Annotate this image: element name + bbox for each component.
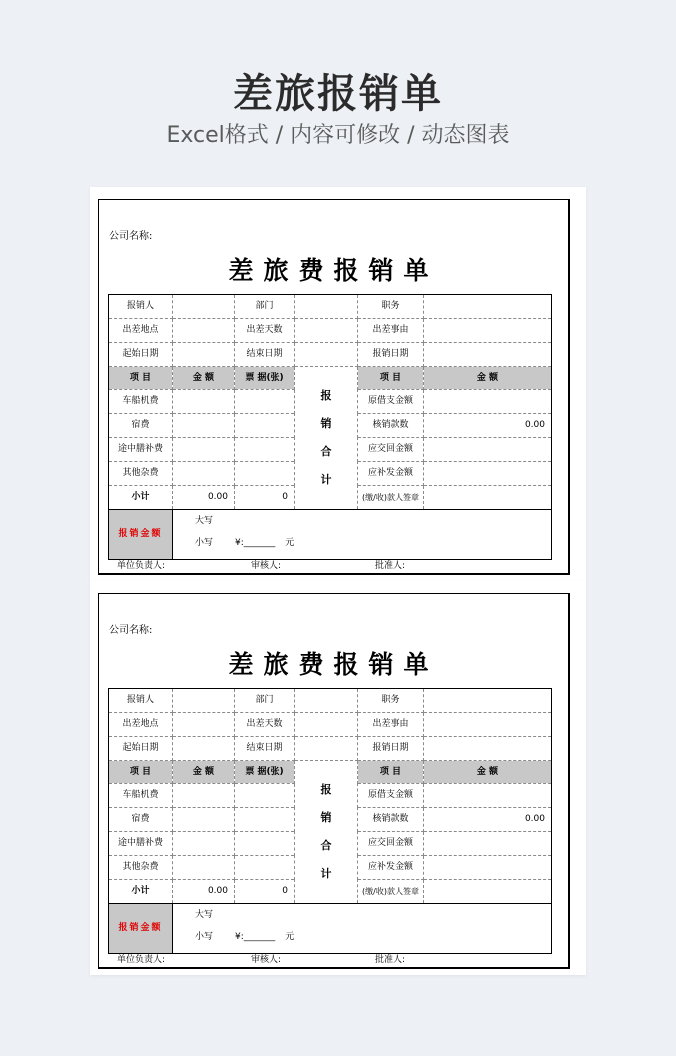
lowercase-value[interactable]: ¥:_______ xyxy=(235,538,276,548)
expense-item-label: 其他杂费 xyxy=(109,856,173,880)
reason-value[interactable] xyxy=(424,713,552,737)
reviewer-signature: 审核人: xyxy=(251,561,282,571)
position-value[interactable] xyxy=(424,295,552,319)
department-label: 部门 xyxy=(235,689,295,713)
header-receipts: 票 据(张) xyxy=(235,761,295,784)
expense-item-label: 途中膳补费 xyxy=(109,832,173,856)
subtotal-receipts[interactable]: 0 xyxy=(235,880,295,904)
report-date-value[interactable] xyxy=(424,737,552,761)
header-amount: 金 额 xyxy=(173,367,235,390)
days-value[interactable] xyxy=(295,319,358,343)
header-item: 项 目 xyxy=(109,367,173,390)
reason-label: 出差事由 xyxy=(358,319,424,343)
expense-item-label: 其他杂费 xyxy=(109,462,173,486)
hero-title: 差旅报销单 xyxy=(233,71,443,117)
payee-signature-value[interactable] xyxy=(424,880,552,904)
total-summary-label: 报 销 合 计 xyxy=(295,761,358,904)
lowercase-label: 小写 xyxy=(195,538,214,548)
days-label: 出差天数 xyxy=(235,713,295,737)
header-row xyxy=(109,761,552,784)
end-date-label: 结束日期 xyxy=(235,737,295,761)
right-item-label: 应补发金额 xyxy=(358,462,424,486)
location-value[interactable] xyxy=(173,713,235,737)
expense-receipts[interactable] xyxy=(235,414,295,438)
position-label: 职务 xyxy=(358,689,424,713)
right-item-value[interactable] xyxy=(424,462,552,486)
right-item-label: 应补发金额 xyxy=(358,856,424,880)
position-label: 职务 xyxy=(358,295,424,319)
expense-amount[interactable] xyxy=(173,784,235,808)
reviewer-signature: 审核人: xyxy=(251,955,282,965)
approver-signature: 批准人: xyxy=(375,955,406,965)
end-date-value[interactable] xyxy=(295,343,358,367)
subtotal-label: 小计 xyxy=(109,486,173,510)
days-label: 出差天数 xyxy=(235,319,295,343)
reporter-value[interactable] xyxy=(173,295,235,319)
expense-amount[interactable] xyxy=(173,438,235,462)
reimburse-row xyxy=(109,510,552,560)
start-date-value[interactable] xyxy=(173,737,235,761)
reimburse-amount-label: 报销金额 xyxy=(109,510,173,560)
info-row xyxy=(109,713,552,737)
expense-amount[interactable] xyxy=(173,414,235,438)
reimburse-amount-cell[interactable] xyxy=(173,510,552,560)
reason-value[interactable] xyxy=(424,319,552,343)
right-item-label: 核销款数 xyxy=(358,808,424,832)
lowercase-value[interactable]: ¥:_______ xyxy=(235,932,276,942)
right-item-value[interactable] xyxy=(424,390,552,414)
info-row xyxy=(109,737,552,761)
start-date-label: 起始日期 xyxy=(109,343,173,367)
location-label: 出差地点 xyxy=(109,319,173,343)
start-date-value[interactable] xyxy=(173,343,235,367)
lowercase-line xyxy=(195,931,551,953)
expense-form xyxy=(98,593,570,969)
currency-unit: 元 xyxy=(285,932,295,942)
verified-amount-value[interactable]: 0.00 xyxy=(424,808,552,832)
right-item-label: 应交回金额 xyxy=(358,438,424,462)
info-row xyxy=(109,343,552,367)
location-value[interactable] xyxy=(173,319,235,343)
expense-receipts[interactable] xyxy=(235,784,295,808)
form-table xyxy=(108,294,552,560)
subtotal-label: 小计 xyxy=(109,880,173,904)
department-value[interactable] xyxy=(295,689,358,713)
subtotal-amount[interactable]: 0.00 xyxy=(173,880,235,904)
department-label: 部门 xyxy=(235,295,295,319)
hero-subtitle: Excel格式 / 内容可修改 / 动态图表 xyxy=(166,123,510,148)
right-item-value[interactable] xyxy=(424,856,552,880)
reason-label: 出差事由 xyxy=(358,713,424,737)
days-value[interactable] xyxy=(295,713,358,737)
reporter-label: 报销人 xyxy=(109,689,173,713)
unit-head-signature: 单位负责人: xyxy=(117,955,166,965)
uppercase-label: 大写 xyxy=(195,910,214,920)
form-title: 差旅费报销单 xyxy=(228,650,439,679)
info-row xyxy=(109,319,552,343)
expense-amount[interactable] xyxy=(173,856,235,880)
end-date-label: 结束日期 xyxy=(235,343,295,367)
right-item-value[interactable] xyxy=(424,832,552,856)
position-value[interactable] xyxy=(424,689,552,713)
expense-receipts[interactable] xyxy=(235,856,295,880)
company-name-label: 公司名称: xyxy=(109,231,153,242)
expense-amount[interactable] xyxy=(173,390,235,414)
location-label: 出差地点 xyxy=(109,713,173,737)
form-title: 差旅费报销单 xyxy=(228,256,439,285)
department-value[interactable] xyxy=(295,295,358,319)
subtotal-receipts[interactable]: 0 xyxy=(235,486,295,510)
form-table xyxy=(108,688,552,954)
header-row xyxy=(109,367,552,390)
info-row xyxy=(109,295,552,319)
reimburse-row xyxy=(109,904,552,954)
lowercase-label: 小写 xyxy=(195,932,214,942)
expense-amount[interactable] xyxy=(173,462,235,486)
expense-item-label: 宿费 xyxy=(109,808,173,832)
header-item: 项 目 xyxy=(109,761,173,784)
expense-item-label: 宿费 xyxy=(109,414,173,438)
verified-amount-value[interactable]: 0.00 xyxy=(424,414,552,438)
expense-receipts[interactable] xyxy=(235,462,295,486)
right-item-label: 核销款数 xyxy=(358,414,424,438)
payee-signature-label: (缴/收)款人签章 xyxy=(358,486,424,510)
header-amount-2: 金 额 xyxy=(424,761,552,784)
header-item-2: 项 目 xyxy=(358,761,424,784)
approver-signature: 批准人: xyxy=(375,561,406,571)
right-item-label: 原借支金额 xyxy=(358,784,424,808)
header-amount: 金 额 xyxy=(173,761,235,784)
report-date-label: 报销日期 xyxy=(358,737,424,761)
header-amount-2: 金 额 xyxy=(424,367,552,390)
form-sheet-1 xyxy=(90,187,586,581)
start-date-label: 起始日期 xyxy=(109,737,173,761)
header-item-2: 项 目 xyxy=(358,367,424,390)
right-item-label: 应交回金额 xyxy=(358,832,424,856)
subtotal-amount[interactable]: 0.00 xyxy=(173,486,235,510)
unit-head-signature: 单位负责人: xyxy=(117,561,166,571)
header-receipts: 票 据(张) xyxy=(235,367,295,390)
expense-receipts[interactable] xyxy=(235,808,295,832)
form-sheet-2 xyxy=(90,581,586,975)
payee-signature-label: (缴/收)款人签章 xyxy=(358,880,424,904)
report-date-value[interactable] xyxy=(424,343,552,367)
reimburse-amount-cell[interactable] xyxy=(173,904,552,954)
company-name-label: 公司名称: xyxy=(109,625,153,636)
total-summary-label: 报 销 合 计 xyxy=(295,367,358,510)
expense-item-label: 车船机费 xyxy=(109,390,173,414)
uppercase-label: 大写 xyxy=(195,516,214,526)
end-date-value[interactable] xyxy=(295,737,358,761)
right-item-label: 原借支金额 xyxy=(358,390,424,414)
reimburse-amount-label: 报销金额 xyxy=(109,904,173,954)
info-row xyxy=(109,689,552,713)
expense-receipts[interactable] xyxy=(235,832,295,856)
reporter-label: 报销人 xyxy=(109,295,173,319)
expense-receipts[interactable] xyxy=(235,438,295,462)
currency-unit: 元 xyxy=(285,538,295,548)
expense-item-label: 途中膳补费 xyxy=(109,438,173,462)
expense-amount[interactable] xyxy=(173,832,235,856)
reporter-value[interactable] xyxy=(173,689,235,713)
lowercase-line xyxy=(195,537,551,559)
payee-signature-value[interactable] xyxy=(424,486,552,510)
report-date-label: 报销日期 xyxy=(358,343,424,367)
expense-amount[interactable] xyxy=(173,808,235,832)
right-item-value[interactable] xyxy=(424,784,552,808)
expense-item-label: 车船机费 xyxy=(109,784,173,808)
expense-receipts[interactable] xyxy=(235,390,295,414)
expense-form xyxy=(98,199,570,575)
right-item-value[interactable] xyxy=(424,438,552,462)
